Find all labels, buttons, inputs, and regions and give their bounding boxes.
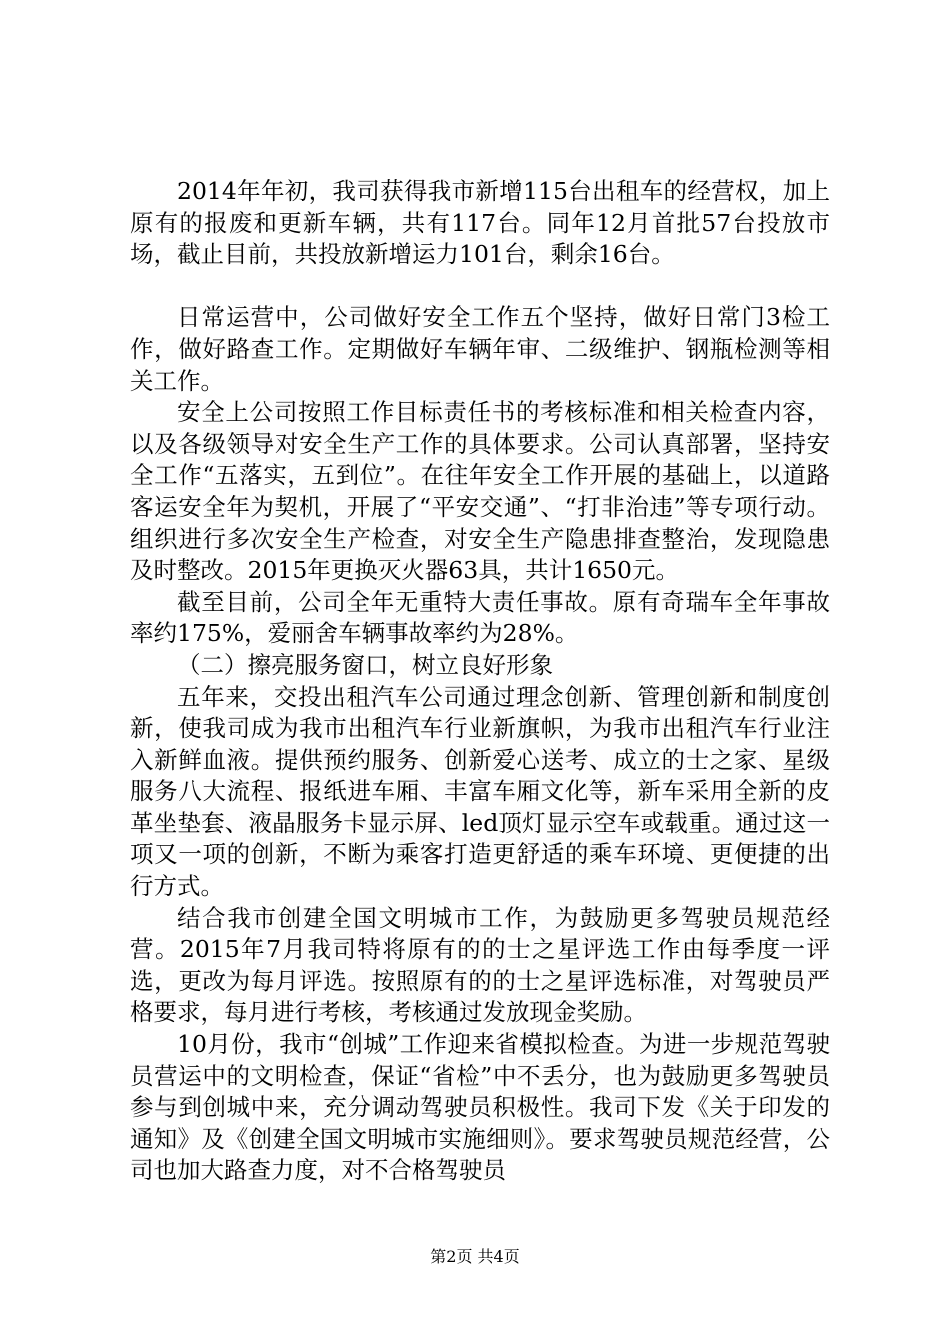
paragraph-4: 截至目前，公司全年无重特大责任事故。原有奇瑞车全年事故率约175%，爱丽舍车辆事故率约为28%。 [130,587,830,648]
paragraph-1: 2014年年初，我司获得我市新增115台出租车的经营权，加上原有的报废和更新车辆，共有117台。同年12月首批57台投放市场，截止目前，共投放新增运力101台，剩余16台。 [130,177,830,269]
document-body [130,176,830,1187]
paragraph-2: 日常运营中，公司做好安全工作五个坚持，做好日常门3检工作，做好路查工作。定期做好车辆年审、二级维护、钢瓶检测等相关工作。 [130,303,830,395]
paragraph-7: 10月份，我市“创城”工作迎来省模拟检查。为进一步规范驾驶员营运中的文明检查，保证“省检”中不丢分，也为鼓励更多驾驶员参与到创城中来，充分调动驾驶员积极性。我司下发《关于印发的通知》及《创建全国文明城市实施细则》。要求驾驶员规范经营，公司也加大路查力度，对不合格驾驶员 [130,1030,830,1185]
paragraph-5: 五年来，交投出租汽车公司通过理念创新、管理创新和制度创新，使我司成为我市出租汽车行业新旗帜，为我市出租汽车行业注入新鲜血液。提供预约服务、创新爱心送考、成立的士之家、星级服务八大流程、报纸进车厢、丰富车厢文化等，新车采用全新的皮革坐垫套、液晶服务卡显示屏、led顶灯显示空车或载重。通过这一项又一项的创新，不断为乘客打造更舒适的乘车环境、更便捷的出行方式。 [130,682,830,901]
paragraph-6: 结合我市创建全国文明城市工作，为鼓励更多驾驶员规范经营。2015年7月我司特将原有的的士之星评选工作由每季度一评选，更改为每月评选。按照原有的的士之星评选标准，对驾驶员严格要求，每月进行考核，考核通过发放现金奖励。 [130,903,830,1027]
paragraph-3: 安全上公司按照工作目标责任书的考核标准和相关检查内容，以及各级领导对安全生产工作的具体要求。公司认真部署，坚持安全工作“五落实，五到位”。在往年安全工作开展的基础上，以道路客运安全年为契机，开展了“平安交通”、“打非治违”等专项行动。组织进行多次安全生产检查，对安全生产隐患排查整治，发现隐患及时整改。2015年更换灭火器63具，共计1650元。 [130,398,830,585]
page-footer: 第2页 共4页 [430,1247,520,1266]
section-heading: （二）擦亮服务窗口，树立良好形象 [177,650,553,679]
